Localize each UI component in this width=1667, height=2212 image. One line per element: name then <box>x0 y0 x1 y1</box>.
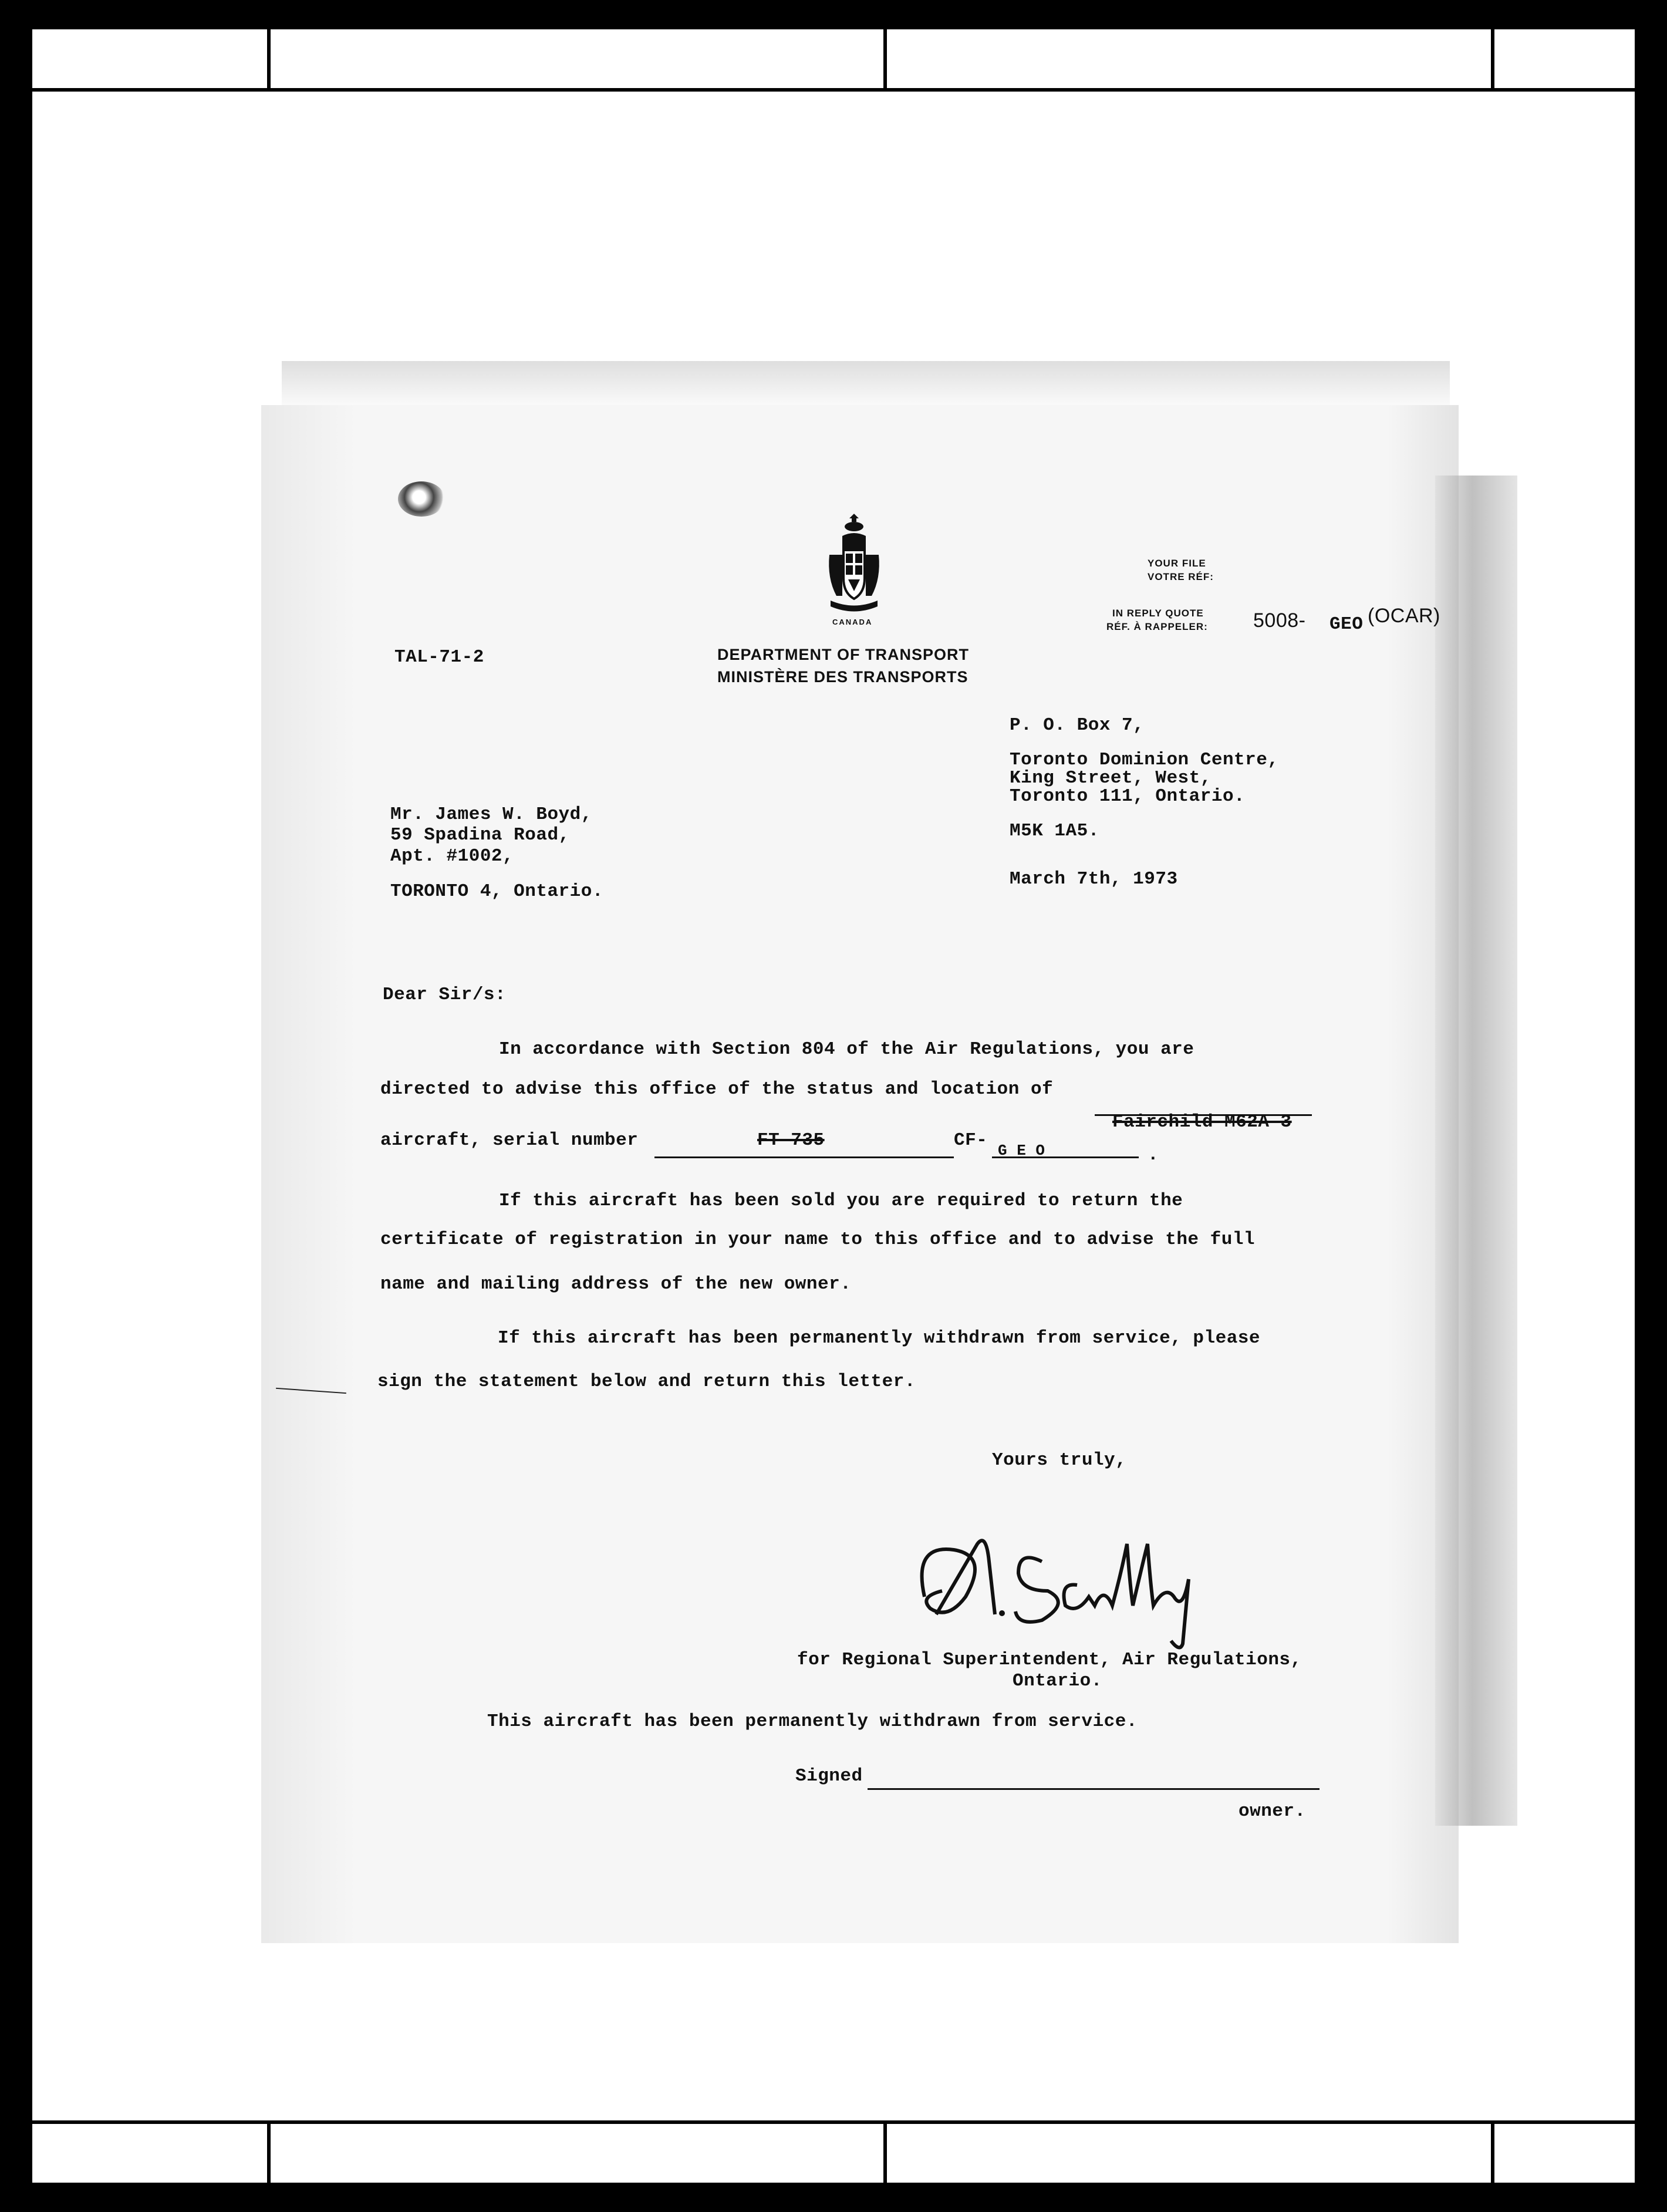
paragraph1-line3: aircraft, serial number <box>380 1130 639 1151</box>
withdrawal-statement: This aircraft has been permanently withdrawn from service. <box>487 1711 1138 1732</box>
sender-address-line2: Toronto Dominion Centre, <box>1010 750 1279 770</box>
serial-number: FT-735 <box>757 1130 825 1151</box>
paragraph3-line2: sign the statement below and return this letter. <box>377 1371 916 1392</box>
frame-tick <box>1491 29 1494 88</box>
frame-bottom-strip <box>32 2120 1635 2183</box>
frame-tick <box>883 29 887 88</box>
cf-label: CF- <box>954 1130 988 1151</box>
sheet-edge-shadow <box>1435 476 1517 1826</box>
paragraph1-line2: directed to advise this office of the status and location of <box>380 1079 1054 1100</box>
valediction: Yours truly, <box>992 1450 1127 1471</box>
reply-quote-label: IN REPLY QUOTE <box>1112 608 1204 619</box>
paragraph2-line2: certificate of registration in your name to this office and to advise the full <box>380 1229 1256 1250</box>
frame-tick <box>883 2124 887 2183</box>
coat-of-arms-icon <box>825 514 883 616</box>
letter-date: March 7th, 1973 <box>1010 869 1178 889</box>
handwritten-signature <box>901 1509 1253 1650</box>
aircraft-type: Fairchild M62A-3 <box>1112 1112 1292 1132</box>
ref-rappeler-label: RÉF. À RAPPELER: <box>1106 621 1208 632</box>
cf-mark: G E O <box>998 1142 1045 1159</box>
signer-title-line2: Ontario. <box>1013 1671 1102 1691</box>
reply-quote-note: (OCAR) <box>1368 605 1440 627</box>
cf-period: . <box>1148 1145 1159 1165</box>
owner-signature-line[interactable] <box>868 1788 1320 1790</box>
sender-address-line1: P. O. Box 7, <box>1010 715 1145 736</box>
paragraph1-line1: In accordance with Section 804 of the Air Regulations, you are <box>499 1039 1194 1060</box>
department-name-en: DEPARTMENT OF TRANSPORT <box>717 646 969 663</box>
recipient-line2: 59 Spadina Road, <box>390 825 570 845</box>
punch-hole <box>398 481 445 517</box>
frame-tick <box>267 29 271 88</box>
frame-tick <box>267 2124 271 2183</box>
owner-label: owner. <box>1239 1801 1306 1822</box>
file-code: TAL-71-2 <box>394 647 484 667</box>
paragraph3-line1: If this aircraft has been permanently withdrawn from service, please <box>498 1328 1261 1348</box>
votre-ref-label: VOTRE RÉF: <box>1148 571 1214 582</box>
serial-number-underline <box>654 1156 954 1158</box>
your-file-label: YOUR FILE <box>1148 558 1206 569</box>
frame-top-strip <box>32 29 1635 92</box>
reply-quote-number: 5008- <box>1253 609 1306 632</box>
sender-address-line3: King Street, West, <box>1010 768 1212 788</box>
salutation: Dear Sir/s: <box>383 984 507 1005</box>
recipient-line3: Apt. #1002, <box>390 846 514 866</box>
department-name-fr: MINISTÈRE DES TRANSPORTS <box>717 668 969 686</box>
sender-address-line4: Toronto 111, Ontario. <box>1010 786 1246 807</box>
recipient-line1: Mr. James W. Boyd, <box>390 804 592 825</box>
frame-tick <box>1491 2124 1494 2183</box>
paragraph2-line1: If this aircraft has been sold you are required to return the <box>499 1191 1183 1211</box>
signer-title-line1: for Regional Superintendent, Air Regulations, <box>797 1650 1302 1670</box>
sender-postal-code: M5K 1A5. <box>1010 821 1099 841</box>
country-label: CANADA <box>832 618 873 626</box>
recipient-line4: TORONTO 4, Ontario. <box>390 881 603 902</box>
signed-label: Signed <box>795 1766 863 1786</box>
paragraph2-line3: name and mailing address of the new owner. <box>380 1274 852 1294</box>
reply-quote-suffix: GEO <box>1329 614 1364 635</box>
